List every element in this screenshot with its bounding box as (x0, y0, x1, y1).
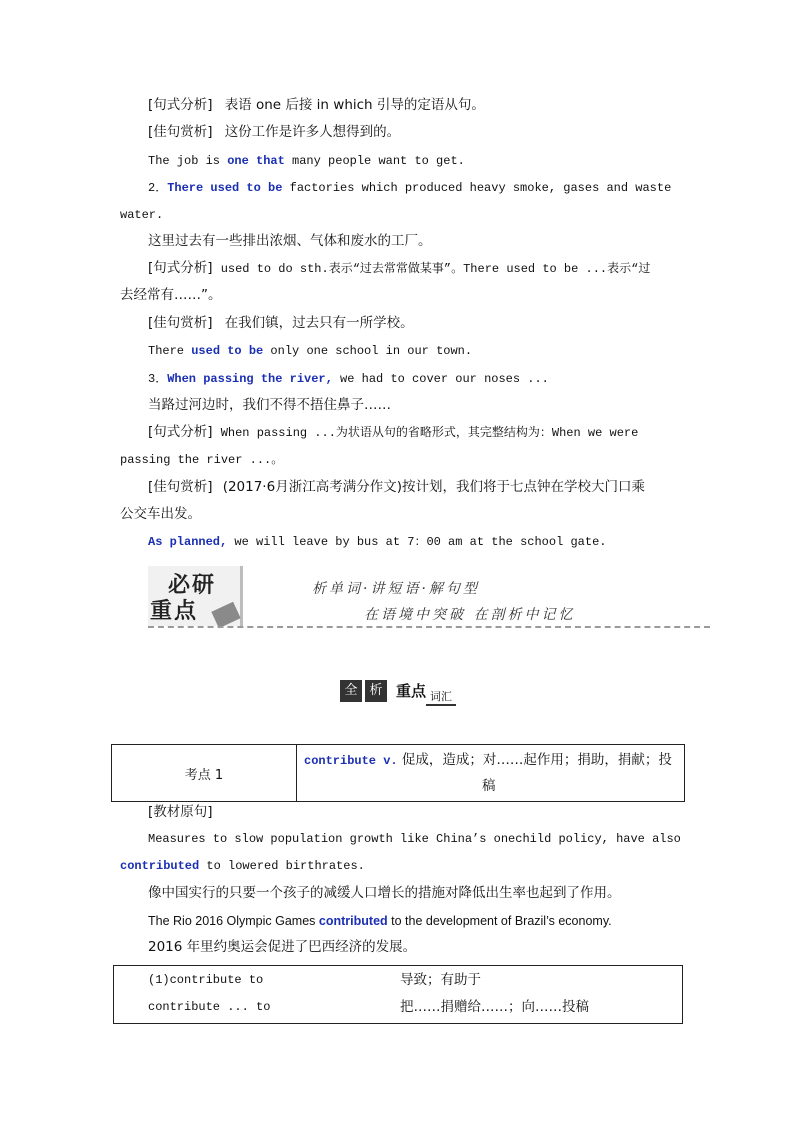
example-sentence-3 (148, 533, 686, 551)
keyword: When passing the river, (167, 372, 333, 386)
tag: [佳句赏析] (148, 479, 213, 495)
appreciation-line-3-cont: 公交车出发。 (120, 506, 201, 522)
banner-divider (148, 626, 710, 628)
phrase-row (148, 967, 682, 993)
definition: 促成，造成；对……起作用；捐助，捐献；投 (397, 752, 672, 768)
appreciation-text: (2017·6月浙江高考满分作文)按计划，我们将于七点钟在学校大门口乘 (222, 479, 645, 495)
textbook-tag: [教材原句] (148, 804, 213, 820)
translation-3: 当路过河边时，我们不得不捂住鼻子…… (148, 397, 391, 413)
appreciation-text: 在我们镇，过去只有一所学校。 (224, 315, 414, 331)
sentence-part: many people want to get. (284, 154, 465, 168)
vocab-point-table (111, 744, 685, 802)
banner-logo (148, 566, 243, 626)
example-rio (148, 912, 686, 930)
example-sentence-2 (148, 342, 686, 360)
keyword: There used to be (167, 181, 283, 195)
example-sentence-1 (148, 152, 686, 170)
textbook-sentence-cont (120, 857, 686, 875)
appreciation-line-3 (148, 478, 686, 497)
keyword: contributed (120, 859, 200, 873)
banner-tag-icon (211, 602, 240, 628)
section-tag (340, 680, 456, 708)
textbook-sentence: Measures to slow population growth like China’s onechild policy, have also (148, 832, 681, 846)
phrase: (1)contribute to (148, 973, 264, 987)
item-number: 2． (148, 181, 168, 195)
phrase: contribute ... to (148, 1000, 271, 1014)
section-tag-sub: 词汇 (426, 688, 456, 706)
definition-cont: 稿 (482, 778, 496, 794)
keyword: contributed (318, 914, 388, 928)
point-label: 考点 1 (112, 745, 297, 801)
tag: [佳句赏析] (148, 124, 213, 140)
analysis-line-3-cont: passing the river ...。 (120, 453, 284, 467)
analysis-text: used to do sth.表示“过去常常做某事”。There used to be ...表示“过 (220, 262, 651, 276)
tag: [句式分析] (148, 97, 213, 113)
sentence-part: factories which produced heavy smoke, gases and waste (282, 181, 672, 195)
sentence-part: to the development of Brazil’s economy. (387, 914, 612, 928)
item-number: 3． (148, 372, 168, 386)
sentence-part: There (148, 344, 192, 358)
section-tag-char: 全 (340, 680, 362, 702)
phrase-row (148, 994, 682, 1020)
sentence-part: The Rio 2016 Olympic Games (148, 914, 319, 928)
tag: [佳句赏析] (148, 315, 213, 331)
analysis-line-2-cont: 去经常有……”。 (120, 287, 222, 303)
keyword: used to be (191, 344, 264, 358)
phrase-meaning: 导致；有助于 (400, 972, 481, 988)
headword: contribute v. (304, 754, 398, 768)
sentence-part: we will leave by bus at 7：00 am at the school gate. (227, 535, 607, 549)
sentence-part: to lowered birthrates. (199, 859, 365, 873)
example-3 (148, 370, 686, 388)
sentence-part: we had to cover our noses ... (332, 372, 549, 386)
banner-subtitle-2: 在语境中突破 在剖析中记忆 (364, 607, 576, 623)
analysis-line-3 (148, 423, 686, 442)
banner-title-top: 必研 (168, 573, 217, 598)
sentence-part: only one school in our town. (263, 344, 473, 358)
tag: [句式分析] (148, 424, 213, 440)
appreciation-line-1 (148, 123, 686, 142)
section-tag-main: 重点 (396, 682, 427, 700)
keyword: one that (227, 154, 285, 168)
analysis-text: When passing ...为状语从句的省略形式，其完整结构为：When we were (220, 426, 639, 440)
keyword: As planned, (148, 535, 228, 549)
textbook-translation: 像中国实行的只要一个孩子的减缓人口增长的措施对降低出生率也起到了作用。 (148, 885, 621, 901)
sentence-part: The job is (148, 154, 228, 168)
section-tag-char: 析 (365, 680, 387, 702)
point-definition (304, 748, 680, 799)
banner-title-bottom: 重点 (150, 599, 199, 624)
analysis-text: 表语 one 后接 in which 引导的定语从句。 (224, 97, 485, 113)
analysis-line-1 (148, 96, 686, 115)
appreciation-line-2 (148, 314, 686, 333)
phrase-table (113, 965, 683, 1024)
tag: [句式分析] (148, 260, 213, 276)
section-banner (148, 566, 710, 630)
phrase-meaning: 把……捐赠给……；向……投稿 (400, 999, 589, 1015)
translation-2: 这里过去有一些排出浓烟、气体和废水的工厂。 (148, 233, 432, 249)
banner-subtitle-1: 析单词·讲短语·解句型 (312, 581, 480, 597)
analysis-line-2 (148, 259, 686, 278)
example-2-cont: water. (120, 208, 164, 222)
example-rio-translation: 2016 年里约奥运会促进了巴西经济的发展。 (148, 939, 417, 955)
example-2 (148, 179, 686, 197)
appreciation-text: 这份工作是许多人想得到的。 (224, 124, 401, 140)
